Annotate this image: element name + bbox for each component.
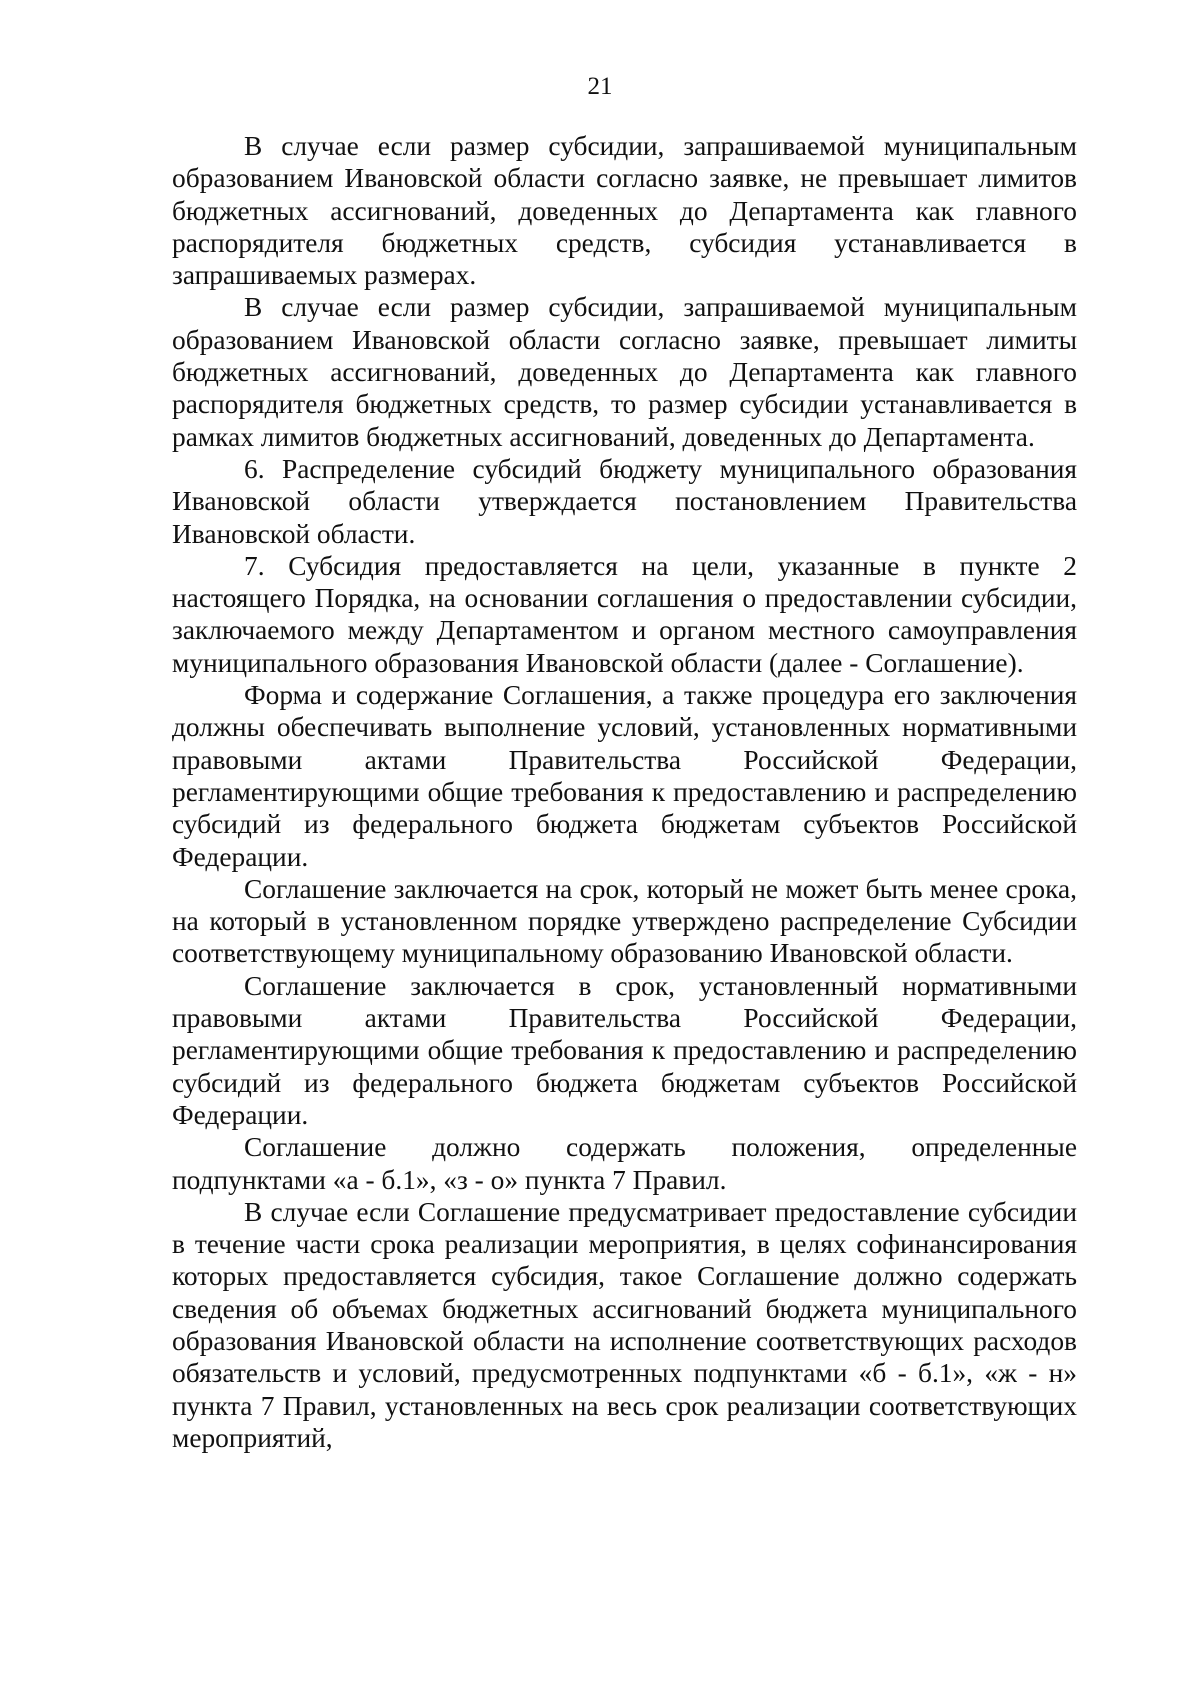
paragraph: В случае если размер субсидии, запрашиваемой муниципальным образованием Ивановской области согласно заявке, не превышает лимитов бюджетных ассигнований, доведенных до Департамента как главного распорядителя бюджетных средств, субсидия устанавливается в запрашиваемых размерах. bbox=[172, 131, 1077, 291]
page-number: 21 bbox=[587, 73, 613, 100]
paragraph: 7. Субсидия предоставляется на цели, указанные в пункте 2 настоящего Порядка, на основании соглашения о предоставлении субсидии, заключаемого между Департаментом и органом местного самоуправления муниципального образования Ивановской области (далее - Соглашение). bbox=[172, 550, 1077, 678]
paragraph: Соглашение заключается на срок, который не может быть менее срока, на который в установленном порядке утверждено распределение Субсидии соответствующему муниципальному образованию Ивановской области. bbox=[172, 873, 1077, 969]
paragraph: В случае если Соглашение предусматривает предоставление субсидии в течение части срока реализации мероприятия, в целях софинансирования которых предоставляется субсидия, такое Соглашение должно содержать сведения об объемах бюджетных ассигнований бюджета муниципального образования Ивановской области на исполнение соответствующих расходов обязательств и условий, предусмотренных подпунктами «б - б.1», «ж - н» пункта 7 Правил, установленных на весь срок реализации соответствующих мероприятий, bbox=[172, 1196, 1077, 1453]
paragraph: В случае если размер субсидии, запрашиваемой муниципальным образованием Ивановской области согласно заявке, превышает лимиты бюджетных ассигнований, доведенных до Департамента как главного распорядителя бюджетных средств, то размер субсидии устанавливается в рамках лимитов бюджетных ассигнований, доведенных до Департамента. bbox=[172, 292, 1077, 452]
paragraph: 6. Распределение субсидий бюджету муниципального образования Ивановской области утверждается постановлением Правительства Ивановской области. bbox=[172, 453, 1077, 549]
paragraph: Форма и содержание Соглашения, а также процедура его заключения должны обеспечивать выполнение условий, установленных нормативными правовыми актами Правительства Российской Федерации, регламентирующими общие требования к предоставлению и распределению субсидий из федерального бюджета бюджетам субъектов Российской Федерации. bbox=[172, 680, 1077, 872]
paragraph: Соглашение должно содержать положения, определенные подпунктами «а - б.1», «з - о» пункта 7 Правил. bbox=[172, 1132, 1077, 1195]
document-body bbox=[172, 130, 1077, 1454]
paragraph: Соглашение заключается в срок, установленный нормативными правовыми актами Правительства Российской Федерации, регламентирующими общие требования к предоставлению и распределению субсидий из федерального бюджета бюджетам субъектов Российской Федерации. bbox=[172, 970, 1077, 1130]
